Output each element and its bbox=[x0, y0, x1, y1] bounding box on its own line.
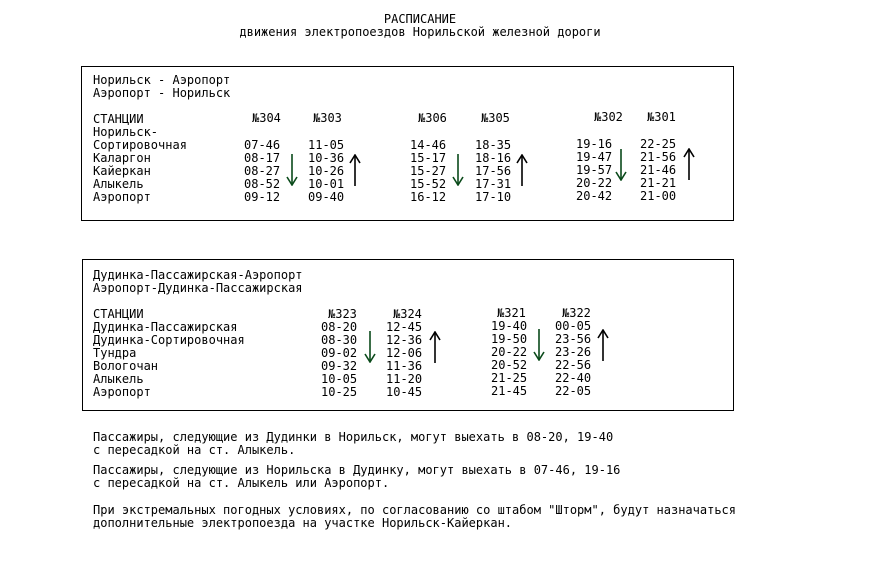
arrow-up-icon bbox=[683, 148, 695, 180]
train-number-324: №324 bbox=[393, 307, 422, 321]
time-cell: 11-05 bbox=[308, 138, 345, 152]
train-324-times bbox=[386, 321, 422, 399]
train-number-301: №301 bbox=[647, 110, 676, 124]
page-title: РАСПИСАНИЕ bbox=[383, 12, 457, 26]
time-cell: 23-56 bbox=[555, 332, 592, 346]
time-cell: 21-45 bbox=[491, 384, 528, 398]
time-cell: 22-05 bbox=[555, 384, 592, 398]
note-1-line-2: с пересадкой на ст. Алыкель. bbox=[93, 443, 296, 457]
time-cell: 12-45 bbox=[386, 320, 423, 334]
note-2-line-1: Пассажиры, следующие из Норильска в Дудинку, могут выехать в 07-46, 19-16 bbox=[93, 463, 621, 477]
arrow-down-icon bbox=[286, 154, 298, 186]
time-cell: 21-25 bbox=[491, 371, 528, 385]
train-number-303: №303 bbox=[313, 111, 342, 125]
time-cell: 11-36 bbox=[386, 359, 423, 373]
train-number-304: №304 bbox=[252, 111, 281, 125]
time-cell: 15-27 bbox=[410, 164, 447, 178]
station-name: Аэропорт bbox=[93, 385, 151, 399]
time-cell: 20-52 bbox=[491, 358, 528, 372]
time-cell: 16-12 bbox=[410, 190, 447, 204]
time-cell: 21-00 bbox=[640, 189, 677, 203]
time-cell: 19-40 bbox=[491, 319, 528, 333]
time-cell: 07-46 bbox=[244, 138, 281, 152]
note-1-line-1: Пассажиры, следующие из Дудинки в Норильск, могут выехать в 08-20, 19-40 bbox=[93, 430, 614, 444]
arrow-up-icon bbox=[429, 331, 441, 363]
route1-stations-header: СТАНЦИИ bbox=[93, 112, 144, 126]
train-305-times bbox=[475, 139, 511, 204]
time-cell: 10-45 bbox=[386, 385, 423, 399]
train-304-times bbox=[244, 139, 280, 204]
arrow-down-icon bbox=[533, 329, 545, 361]
time-cell: 19-16 bbox=[576, 137, 613, 151]
arrow-down-icon bbox=[452, 154, 464, 186]
route2-stations-header: СТАНЦИИ bbox=[93, 307, 144, 321]
time-cell: 17-10 bbox=[475, 190, 512, 204]
route1-title-forward: Норильск - Аэропорт bbox=[93, 73, 231, 87]
time-cell: 18-35 bbox=[475, 138, 512, 152]
train-302-times bbox=[576, 138, 612, 203]
train-number-306: №306 bbox=[418, 111, 447, 125]
time-cell: 00-05 bbox=[555, 319, 592, 333]
time-cell: 08-30 bbox=[321, 333, 358, 347]
time-cell: 10-36 bbox=[308, 151, 345, 165]
station-name: Вологочан bbox=[93, 359, 159, 373]
station-name: Дудинка-Сортировочная bbox=[93, 333, 245, 347]
note-3-line-1: При экстремальных погодных условиях, по согласованию со штабом "Шторм", будут назначаться bbox=[93, 503, 736, 517]
time-cell: 22-40 bbox=[555, 371, 592, 385]
time-cell: 08-27 bbox=[244, 164, 281, 178]
time-cell: 10-26 bbox=[308, 164, 345, 178]
arrow-up-icon bbox=[597, 329, 609, 361]
time-cell: 21-56 bbox=[640, 150, 677, 164]
train-321-times bbox=[491, 320, 527, 398]
time-cell: 10-25 bbox=[321, 385, 358, 399]
time-cell: 18-16 bbox=[475, 151, 512, 165]
station-name: Кайеркан bbox=[93, 164, 151, 178]
route1-title-back: Аэропорт - Норильск bbox=[93, 86, 231, 100]
time-cell: 20-42 bbox=[576, 189, 613, 203]
time-cell: 09-12 bbox=[244, 190, 281, 204]
time-cell: 12-36 bbox=[386, 333, 423, 347]
train-number-302: №302 bbox=[594, 110, 623, 124]
time-cell: 22-25 bbox=[640, 137, 677, 151]
train-number-322: №322 bbox=[562, 306, 591, 320]
time-cell: 09-02 bbox=[321, 346, 358, 360]
train-number-321: №321 bbox=[497, 306, 526, 320]
station-name: Аэропорт bbox=[93, 190, 151, 204]
arrow-down-icon bbox=[364, 331, 376, 363]
time-cell: 19-57 bbox=[576, 163, 613, 177]
station-name: Норильск- bbox=[93, 125, 159, 139]
station-name: Алыкель bbox=[93, 177, 144, 191]
station-name: Тундра bbox=[93, 346, 137, 360]
station-name: Дудинка-Пассажирская bbox=[93, 320, 238, 334]
arrow-down-icon bbox=[615, 149, 627, 181]
route1-station-list bbox=[93, 126, 187, 204]
time-cell: 19-50 bbox=[491, 332, 528, 346]
route2-title-back: Аэропорт-Дудинка-Пассажирская bbox=[93, 281, 303, 295]
arrow-up-icon bbox=[516, 154, 528, 186]
note-2-line-2: с пересадкой на ст. Алыкель или Аэропорт. bbox=[93, 476, 390, 490]
time-cell: 10-01 bbox=[308, 177, 345, 191]
train-306-times bbox=[410, 139, 446, 204]
time-cell: 15-52 bbox=[410, 177, 447, 191]
time-cell: 20-22 bbox=[576, 176, 613, 190]
route2-station-list bbox=[93, 321, 245, 399]
arrow-up-icon bbox=[349, 154, 361, 186]
time-cell: 08-20 bbox=[321, 320, 358, 334]
train-number-305: №305 bbox=[481, 111, 510, 125]
time-cell: 14-46 bbox=[410, 138, 447, 152]
page-subtitle: движения электропоездов Норильской железной дороги bbox=[239, 25, 601, 39]
time-cell: 21-21 bbox=[640, 176, 677, 190]
time-cell: 17-31 bbox=[475, 177, 512, 191]
time-cell: 09-40 bbox=[308, 190, 345, 204]
time-cell: 20-22 bbox=[491, 345, 528, 359]
station-name: Алыкель bbox=[93, 372, 144, 386]
time-cell: 17-56 bbox=[475, 164, 512, 178]
station-name: Каларгон bbox=[93, 151, 151, 165]
note-3-line-2: дополнительные электропоезда на участке Норильск-Кайеркан. bbox=[93, 516, 513, 530]
train-323-times bbox=[321, 321, 357, 399]
time-cell: 10-05 bbox=[321, 372, 358, 386]
time-cell: 23-26 bbox=[555, 345, 592, 359]
time-cell: 19-47 bbox=[576, 150, 613, 164]
time-cell: 08-52 bbox=[244, 177, 281, 191]
time-cell: 21-46 bbox=[640, 163, 677, 177]
time-cell: 09-32 bbox=[321, 359, 358, 373]
route2-title-forward: Дудинка-Пассажирская-Аэропорт bbox=[93, 268, 303, 282]
time-cell: 22-56 bbox=[555, 358, 592, 372]
train-303-times bbox=[308, 139, 344, 204]
time-cell: 08-17 bbox=[244, 151, 281, 165]
time-cell: 15-17 bbox=[410, 151, 447, 165]
station-name: Сортировочная bbox=[93, 138, 187, 152]
train-322-times bbox=[555, 320, 591, 398]
train-number-323: №323 bbox=[328, 307, 357, 321]
time-cell: 12-06 bbox=[386, 346, 423, 360]
time-cell: 11-20 bbox=[386, 372, 423, 386]
train-301-times bbox=[640, 138, 676, 203]
